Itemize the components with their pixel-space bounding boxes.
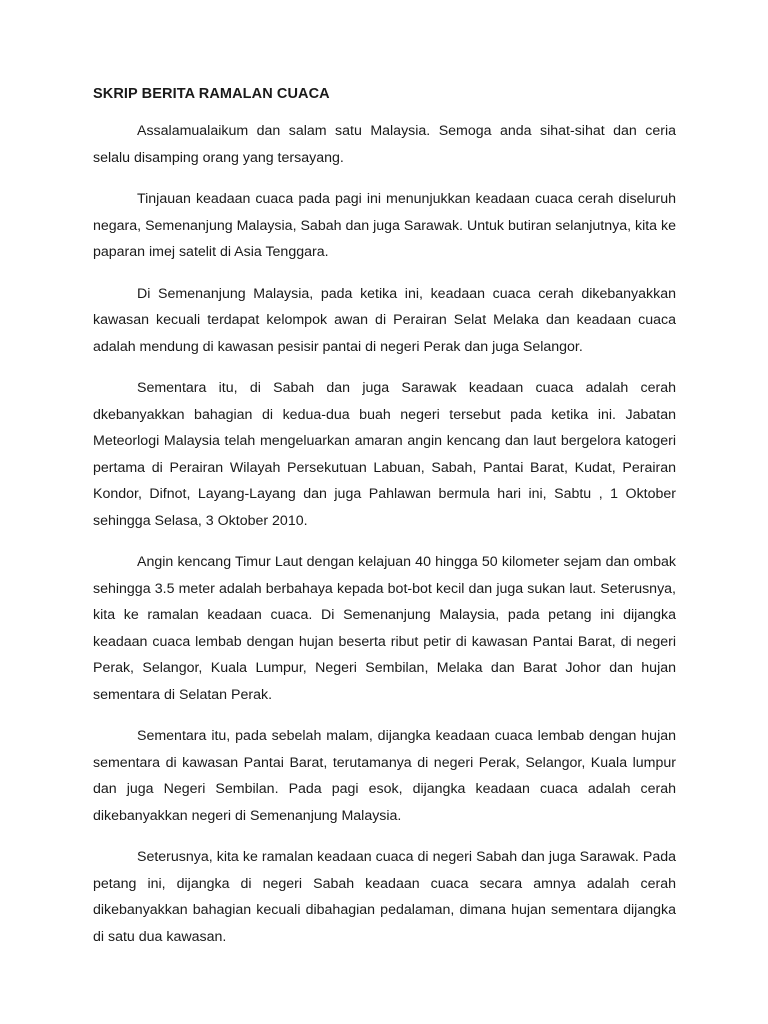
document-body — [93, 84, 676, 965]
paragraph-wind-forecast: Angin kencang Timur Laut dengan kelajuan 40 hingga 50 kilometer sejam dan ombak sehingga 3.5 meter adalah berbahaya kepada bot-bot kecil dan juga sukan laut. Seterusnya, kita ke ramalan keadaan cuaca. Di Semenanjung Malaysia, pada petang ini dijangka keadaan cuaca lembab dengan hujan beserta ribut petir di kawasan Pantai Barat, di negeri Perak, Selangor, Kuala Lumpur, Negeri Sembilan, Melaka dan Barat Johor dan hujan sementara di Selatan Perak. — [93, 554, 676, 703]
paragraph-overview: Tinjauan keadaan cuaca pada pagi ini menunjukkan keadaan cuaca cerah diseluruh negara, Semenanjung Malaysia, Sabah dan juga Sarawak. Untuk butiran selanjutnya, kita ke paparan imej satelit di Asia Tenggara. — [93, 191, 676, 260]
paragraph-night-forecast: Sementara itu, pada sebelah malam, dijangka keadaan cuaca lembab dengan hujan sementara di kawasan Pantai Barat, terutamanya di negeri Perak, Selangor, Kuala lumpur dan juga Negeri Sembilan. Pada pagi esok, dijangka keadaan cuaca adalah cerah dikebanyakkan negeri di Semenanjung Malaysia. — [93, 728, 676, 824]
document-title: SKRIP BERITA RAMALAN CUACA — [93, 86, 330, 102]
paragraph-greeting: Assalamualaikum dan salam satu Malaysia. Semoga anda sihat-sihat dan ceria selalu disamping orang yang tersayang. — [93, 123, 676, 166]
paragraph-peninsular-current: Di Semenanjung Malaysia, pada ketika ini, keadaan cuaca cerah dikebanyakkan kawasan kecuali terdapat kelompok awan di Perairan Selat Melaka dan keadaan cuaca adalah mendung di kawasan pesisir pantai di negeri Perak dan juga Selangor. — [93, 285, 676, 355]
paragraph-sabah-sarawak-forecast: Seterusnya, kita ke ramalan keadaan cuaca di negeri Sabah dan juga Sarawak. Pada petang ini, dijangka di negeri Sabah keadaan cuaca secara amnya adalah cerah dikebanyakkan bahagian kecuali dibahagian pedalaman, dimana hujan sementara dijangka di satu dua kawasan. — [93, 849, 676, 945]
paragraph-sabah-sarawak-warning: Sementara itu, di Sabah dan juga Sarawak keadaan cuaca adalah cerah dkebanyakkan bahagian di kedua-dua buah negeri tersebut pada ketika ini. Jabatan Meteorlogi Malaysia telah mengeluarkan amaran angin kencang dan laut bergelora katogeri pertama di Perairan Wilayah Persekutuan Labuan, Sabah, Pantai Barat, Kudat, Perairan Kondor, Difnot, Layang-Layang dan juga Pahlawan bermula hari ini, Sabtu , 1 Oktober sehingga Selasa, 3 Oktober 2010. — [93, 380, 676, 529]
